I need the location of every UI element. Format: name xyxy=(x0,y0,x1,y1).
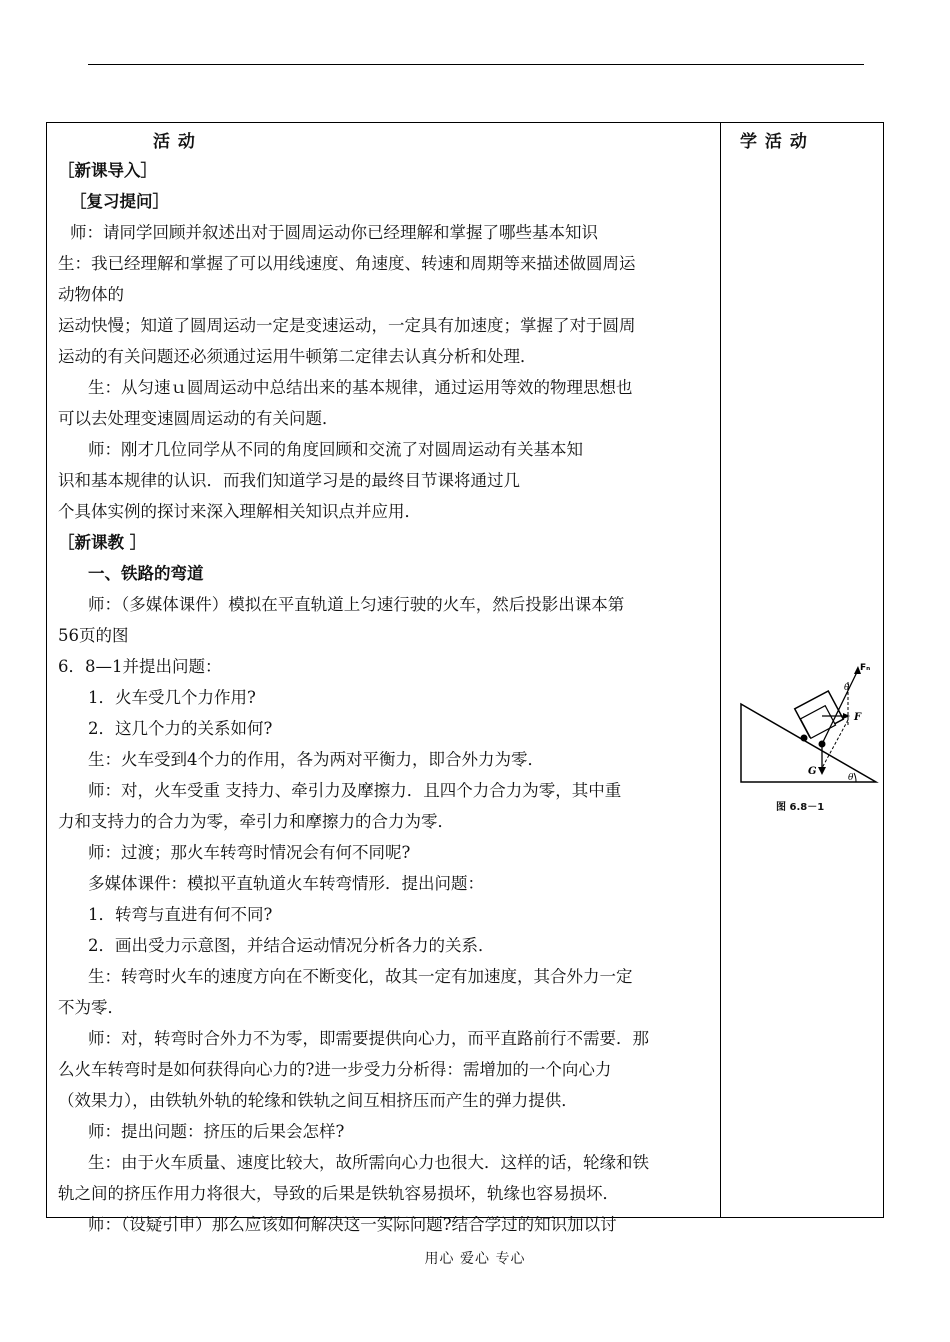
lesson-body xyxy=(58,155,714,1240)
paragraph-line: 师：对，火车受重 支持力、牵引力及摩擦力．且四个力合力为零，其中重 xyxy=(88,781,622,800)
page-top-rule xyxy=(88,64,864,65)
paragraph-line: 师：（设疑引申）那么应该如何解决这一实际问题?结合学过的知识加以讨 xyxy=(88,1215,617,1234)
paragraph-line: 生：火车受到4个力的作用，各为两对平衡力，即合外力为零． xyxy=(88,750,544,769)
subsection-heading: ［复习提问］ xyxy=(70,192,169,211)
paragraph-line: 师：刚才几位同学从不同的角度回顾和交流了对圆周运动有关基本知 xyxy=(88,440,583,459)
paragraph-line: 可以去处理变速圆周运动的有关问题． xyxy=(58,409,339,428)
paragraph-line: 师：（多媒体课件）模拟在平直轨道上匀速行驶的火车，然后投影出课本第 xyxy=(88,595,625,614)
question-item: 2．画出受力示意图，并结合运动情况分析各力的关系． xyxy=(88,936,495,955)
incline-force-diagram-svg xyxy=(736,656,882,796)
paragraph-line: 运动快慢；知道了圆周运动一定是变速运动，一定具有加速度；掌握了对于圆周 xyxy=(58,316,636,335)
paragraph-line: 识和基本规律的认识．而我们知道学习是的最终目节课将通过几 xyxy=(58,471,520,490)
paragraph-line: 师：请同学回顾并叙述出对于圆周运动你已经理解和掌握了哪些基本知识 xyxy=(70,223,598,242)
section-heading: ［新课教 ］ xyxy=(58,533,147,552)
label-g: G xyxy=(808,766,817,777)
force-diagram xyxy=(736,656,882,816)
wheel-dot xyxy=(801,735,808,742)
question-item: 2．这几个力的关系如何? xyxy=(88,719,273,738)
figure-caption: 图 6.8－1 xyxy=(776,802,825,813)
paragraph-line: 生：转弯时火车的速度方向在不断变化，故其一定有加速度，其合外力一定 xyxy=(88,967,633,986)
paragraph-line: 师：对，转弯时合外力不为零，即需要提供向心力，而平直路前行不需要．那 xyxy=(88,1029,649,1048)
paragraph-line: 师：过渡；那火车转弯时情况会有何不同呢? xyxy=(88,843,411,862)
paragraph-line: 个具体实例的探讨来深入理解相关知识点并应用． xyxy=(58,502,421,521)
paragraph-line: 生：我已经理解和掌握了可以用线速度、角速度、转速和周期等来描述做圆周运 xyxy=(58,254,636,273)
arrowhead xyxy=(818,767,826,775)
paragraph-line: 生：从匀速ｕ圆周运动中总结出来的基本规律，通过运用等效的物理思想也 xyxy=(88,378,633,397)
paragraph-line: 么火车转弯时是如何获得向心力的?进一步受力分析得：需增加的一个向心力 xyxy=(58,1060,612,1079)
section-heading: ［新课导入］ xyxy=(58,161,157,180)
label-theta-bottom: θ xyxy=(848,773,854,783)
question-item: 1．火车受几个力作用? xyxy=(88,688,256,707)
right-column-title: 学 活 动 xyxy=(740,132,808,152)
paragraph-line: 生：由于火车质量、速度比较大，故所需向心力也很大．这样的话，轮缘和铁 xyxy=(88,1153,649,1172)
column-divider xyxy=(720,122,721,1218)
label-fn: Fₙ xyxy=(860,663,871,673)
paragraph-line: （效果力），由铁轨外轨的轮缘和铁轨之间互相挤压而产生的弹力提供． xyxy=(58,1091,578,1110)
paragraph-line: 不为零． xyxy=(58,998,124,1017)
paragraph-line: 轨之间的挤压作用力将很大，导致的后果是铁轨容易损坏，轨缘也容易损坏． xyxy=(58,1184,619,1203)
question-item: 1．转弯与直进有何不同? xyxy=(88,905,273,924)
paragraph-line: 运动的有关问题还必须通过运用牛顿第二定律去认真分析和处理． xyxy=(58,347,537,366)
paragraph-line: 多媒体课件：模拟平直轨道火车转弯情形．提出问题： xyxy=(88,874,484,893)
page-footer: 用心 爱心 专心 xyxy=(424,1251,526,1267)
label-f: F xyxy=(854,712,862,723)
paragraph-line: 动物体的 xyxy=(58,285,124,304)
angle-arc xyxy=(854,773,856,782)
arrowhead xyxy=(843,713,850,719)
section-title: 一、铁路的弯道 xyxy=(88,564,204,583)
paragraph-line: 力和支持力的合力为零，牵引力和摩擦力的合力为零． xyxy=(58,812,454,831)
paragraph-line: 6．8—1并提出问题： xyxy=(58,657,222,676)
paragraph-line: 师：提出问题：挤压的后果会怎样? xyxy=(88,1122,345,1141)
left-column-title: 活 动 xyxy=(153,132,196,152)
paragraph-line: 56页的图 xyxy=(58,626,129,645)
label-theta-top: θ xyxy=(844,683,850,693)
